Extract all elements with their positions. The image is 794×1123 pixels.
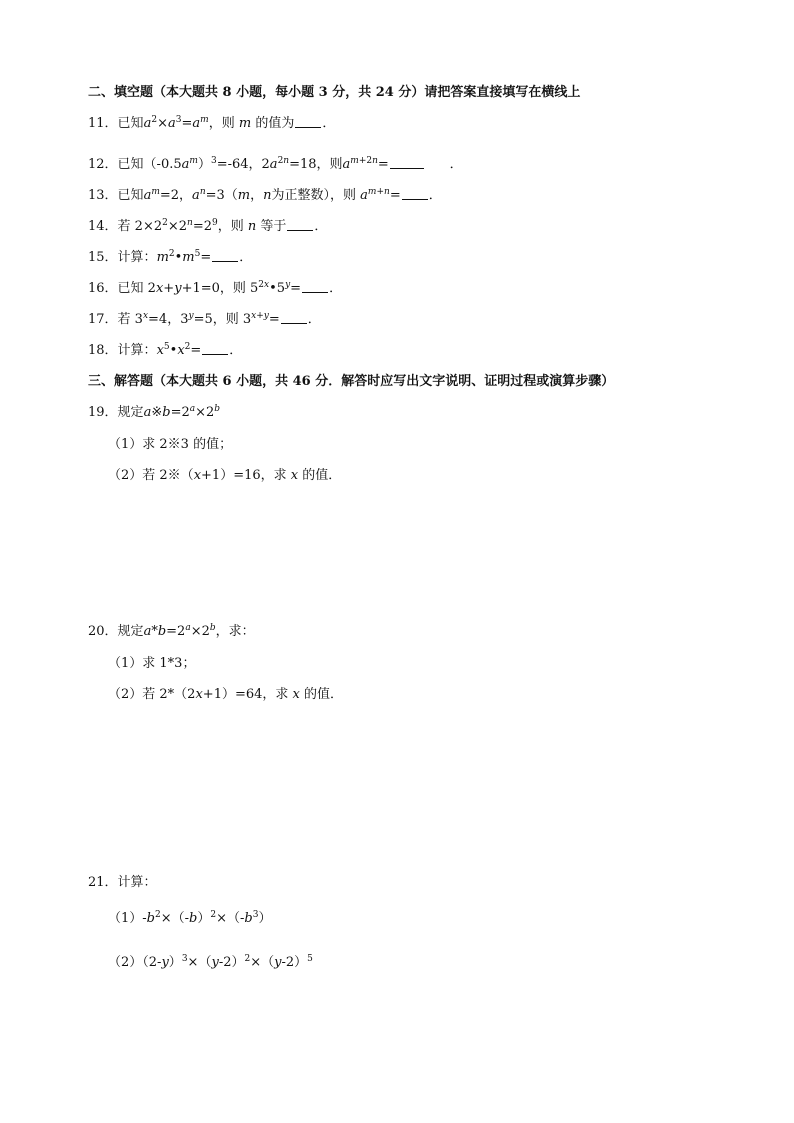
question-21-part-2: $(2)(2-y)^3\times(y-2)^2\times(y-2)^5$ — [108, 954, 313, 970]
question-19: 19．规定$a※b=2^a\times 2^b$ — [88, 404, 221, 420]
question-20: 20．规定$a*b=2^a\times 2^b$，求： — [88, 623, 255, 639]
question-16: 16．已知 2x+y+1=0，则 $5^{2x}•5^y=$ ． — [88, 280, 343, 296]
question-17: 17．若 $3^x=4$，$3^y=5$，则 $3^{x+y}=$ ． — [88, 311, 321, 327]
question-11: 11．已知$a^2\times a^3=a^m$，则 m 的值为 ． — [88, 115, 336, 131]
answer-blank — [281, 311, 307, 324]
question-19-part-1: （1）求 2※3 的值； — [108, 437, 233, 452]
question-21-part-1: $(1)-b^2\times(-b)^2\times(-b^3)$ — [108, 910, 272, 926]
question-12: 12．已知$(-0.5a^m)^3=-64$，$2a^{2n}=18$，则$a^{m+2n}=$ ． — [88, 156, 463, 172]
answer-blank — [295, 115, 321, 128]
section-2-heading: 二、填空题（本大题共 8 小题，每小题 3 分，共 24 分）请把答案直接填写在横线上 — [88, 85, 581, 100]
question-20-part-1: （1）求 1*3； — [108, 656, 196, 671]
question-14: 14．若 $2\times 2^2\times 2^n=2^9$，则 n 等于 ． — [88, 218, 328, 234]
answer-blank — [202, 342, 228, 355]
answer-blank — [212, 249, 238, 262]
answer-blank — [402, 187, 428, 200]
section-3-heading: 三、解答题（本大题共 6 小题，共 46 分．解答时应写出文字说明、证明过程或演算步骤） — [88, 374, 615, 389]
question-19-part-2: （2）若 2※（x+1）=16，求 x 的值． — [108, 468, 342, 483]
question-13: 13．已知$a^m=2$，$a^n=3(m$，n为正整数），则 $a^{m+n}=$ ． — [88, 187, 442, 203]
answer-blank — [287, 218, 313, 231]
answer-blank — [390, 156, 424, 169]
question-21: 21．计算： — [88, 875, 157, 890]
question-20-part-2: （2）若 2*（2x+1）=64，求 x 的值． — [108, 687, 344, 702]
question-18: 18．计算：$x^5•x^2=$ ． — [88, 342, 243, 358]
answer-blank — [302, 280, 328, 293]
question-15: 15．计算：$m^2•m^5=$ ． — [88, 249, 253, 265]
